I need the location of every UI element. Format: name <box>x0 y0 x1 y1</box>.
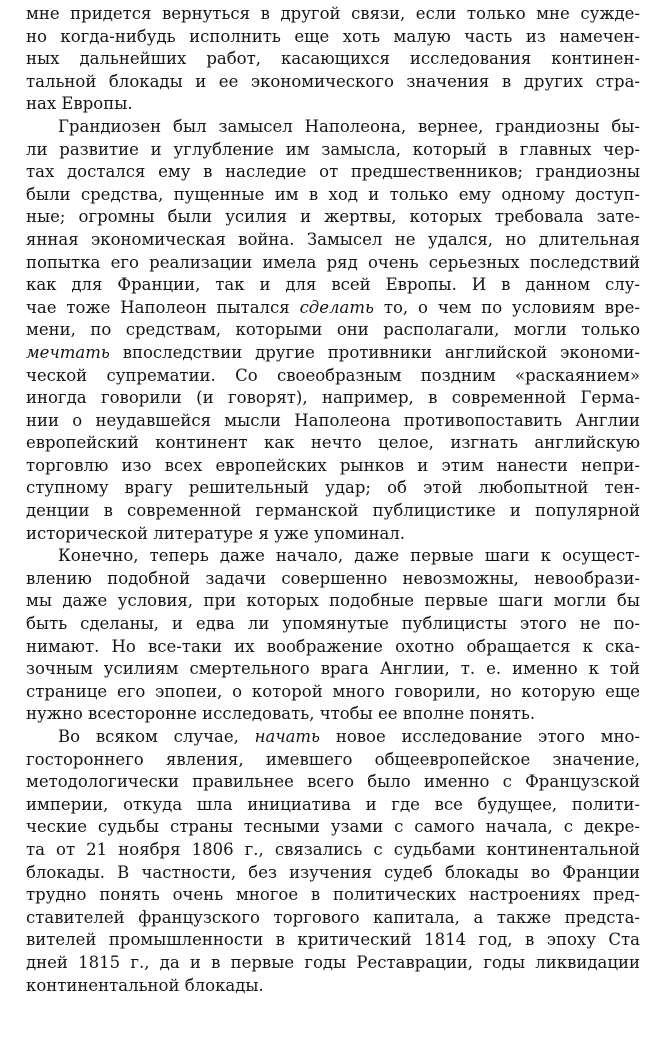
text-line: тах достался ему в наследие от предшественников; грандиозны <box>26 162 640 182</box>
paragraph <box>26 545 640 726</box>
paragraph <box>26 3 640 116</box>
text-line: мени, по средствам, которыми они располагали, могли только <box>26 320 640 340</box>
text-line: Конечно, теперь даже начало, даже первые шаги к осущест- <box>58 546 640 566</box>
text-line: ческой супрематии. Со своеобразным поздним «раскаянием» <box>26 365 640 385</box>
text-line: влению подобной задачи совершенно невозможны, невообрази- <box>26 568 640 588</box>
text-line: мечтать впоследствии другие противники английской экономи- <box>26 342 640 362</box>
text-line: быть сделаны, и едва ли упомянутые публицисты этого не по- <box>26 614 640 634</box>
text-line: как для Франции, так и для всей Европы. И в данном слу- <box>26 275 640 295</box>
text-line: трудно понять очень многое в политических настроениях пред- <box>26 885 640 905</box>
text-line: нах Европы. <box>26 94 133 114</box>
text-line: ставителей французского торгового капитала, а также предста- <box>26 907 640 927</box>
text-line: европейский континент как нечто целое, изгнать английскую <box>26 433 640 453</box>
text-line: чае тоже Наполеон пытался сделать то, о чем по условиям вре- <box>26 297 640 317</box>
text-line: ческие судьбы страны тесными узами с самого начала, с декре- <box>26 817 640 837</box>
text-line: дней 1815 г., да и в первые годы Реставрации, годы ликвидации <box>26 952 640 972</box>
paragraph <box>26 726 640 997</box>
text-line: исторической литературе я уже упоминал. <box>26 523 406 543</box>
text-line: нимают. Но все-таки их воображение охотно обращается к ска- <box>26 636 640 656</box>
text-line: странице его эпопеи, о которой много говорили, но которую еще <box>26 681 640 701</box>
text-line: тальной блокады и ее экономического значения в других стра- <box>26 71 640 91</box>
text-line: мы даже условия, при которых подобные первые шаги могли бы <box>26 591 640 611</box>
text-line: иногда говорили (и говорят), например, в современной Герма- <box>26 388 640 408</box>
document-page <box>26 3 640 997</box>
text-line: империи, откуда шла инициатива и где все будущее, полити- <box>26 794 640 814</box>
text-line: ли развитие и углубление им замысла, который в главных чер- <box>26 139 640 159</box>
emphasized-word: сделать <box>299 297 374 317</box>
text-line: та от 21 ноября 1806 г., связались с судьбами континентальной <box>26 839 640 859</box>
text-line: но когда-нибудь исполнить еще хоть малую часть из намечен- <box>26 26 640 46</box>
text-line: ступному врагу решительный удар; об этой любопытной тен- <box>26 478 640 498</box>
text-line: континентальной блокады. <box>26 975 264 995</box>
text-line: методологически правильнее всего было именно с Французской <box>26 772 640 792</box>
text-line: вителей промышленности в критический 1814 год, в эпоху Ста <box>26 930 640 950</box>
text-line: зочным усилиям смертельного врага Англии, т. е. именно к той <box>26 659 640 679</box>
emphasized-word: мечтать <box>26 342 110 362</box>
text-line: были средства, пущенные им в ход и только ему одному доступ- <box>26 184 640 204</box>
text-line: нии о неудавшейся мысли Наполеона противопоставить Англии <box>26 410 640 430</box>
text-line: мне придется вернуться в другой связи, если только мне сужде- <box>26 4 640 23</box>
text-line: торговлю изо всех европейских рынков и этим нанести непри- <box>26 455 640 475</box>
text-line: попытка его реализации имела ряд очень серьезных последствий <box>26 252 640 272</box>
emphasized-word: начать <box>254 727 321 746</box>
text-line: блокады. В частности, без изучения судеб блокады во Франции <box>26 862 640 882</box>
text-line: денции в современной германской публицистике и популярной <box>26 501 640 521</box>
text-line: Во всяком случае, начать новое исследование этого мно- <box>58 727 641 746</box>
text-line: ных дальнейших работ, касающихся исследования континен- <box>26 49 640 69</box>
text-line: янная экономическая война. Замысел не удался, но длительная <box>26 229 640 249</box>
paragraph <box>26 116 640 545</box>
text-line: ные; огромны были усилия и жертвы, которых требовала зате- <box>26 207 640 227</box>
text-line: гостороннего явления, имевшего общеевропейское значение, <box>26 749 640 769</box>
text-line: Грандиозен был замысел Наполеона, вернее, грандиозны бы- <box>58 116 640 136</box>
text-line: нужно всесторонне исследовать, чтобы ее вполне понять. <box>26 704 536 724</box>
